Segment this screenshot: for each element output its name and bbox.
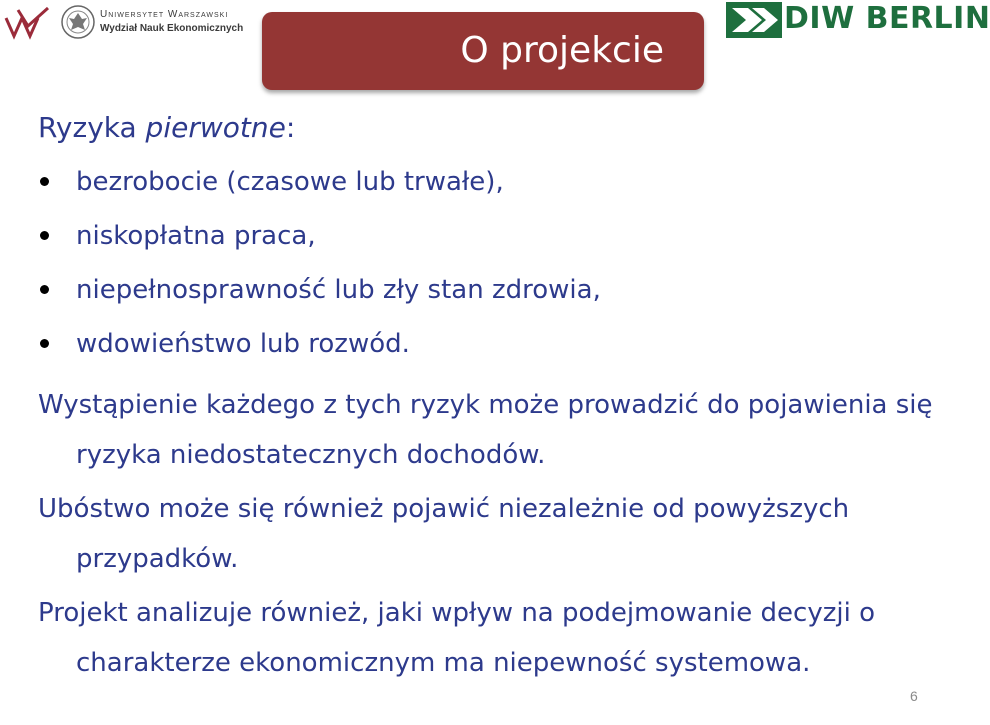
bullet-icon	[40, 177, 49, 186]
bullet-icon	[40, 231, 49, 240]
diw-wordmark: DIW BERLIN	[784, 1, 990, 36]
list-item-text: niepełnosprawność lub zły stan zdrowia,	[76, 275, 601, 305]
diw-arrow-icon	[726, 2, 782, 38]
list-item	[38, 164, 938, 200]
diw-logo	[726, 0, 990, 42]
list-item-text: niskopłatna praca,	[76, 221, 316, 251]
intro-italic: pierwotne	[145, 111, 286, 144]
list-item	[38, 326, 938, 362]
risk-list	[38, 164, 938, 362]
intro-line	[38, 110, 938, 146]
uw-line1: Uniwersytet Warszawski	[100, 9, 229, 20]
slide-content	[38, 110, 938, 692]
paragraph-poverty: Ubóstwo może się również pojawić niezależnie od powyższych przypadków.	[38, 494, 850, 574]
list-item-text: wdowieństwo lub rozwód.	[76, 329, 410, 359]
bullet-icon	[40, 285, 49, 294]
title-banner	[262, 12, 704, 90]
intro-colon: :	[285, 111, 296, 144]
uw-logo	[4, 2, 244, 42]
list-item	[38, 218, 938, 254]
list-item-text: bezrobocie (czasowe lub trwałe),	[76, 167, 504, 197]
list-item	[38, 272, 938, 308]
paragraph-risks: Wystąpienie każdego z tych ryzyk może prowadzić do pojawienia się ryzyka niedostatecznych dochodów.	[38, 390, 933, 470]
uw-name	[100, 8, 243, 36]
slide-title: O projekcie	[460, 30, 664, 71]
page-number: 6	[910, 688, 918, 704]
uw-line2: Wydział Nauk Ekonomicznych	[100, 23, 244, 34]
intro-plain: Ryzyka	[38, 111, 146, 144]
paragraph-project: Projekt analizuje również, jaki wpływ na podejmowanie decyzji o charakterze ekonomicznym ma niepewność systemowa.	[38, 598, 875, 678]
eagle-seal-icon	[60, 2, 96, 42]
chevron-mark-icon	[4, 6, 52, 40]
bullet-icon	[40, 339, 49, 348]
